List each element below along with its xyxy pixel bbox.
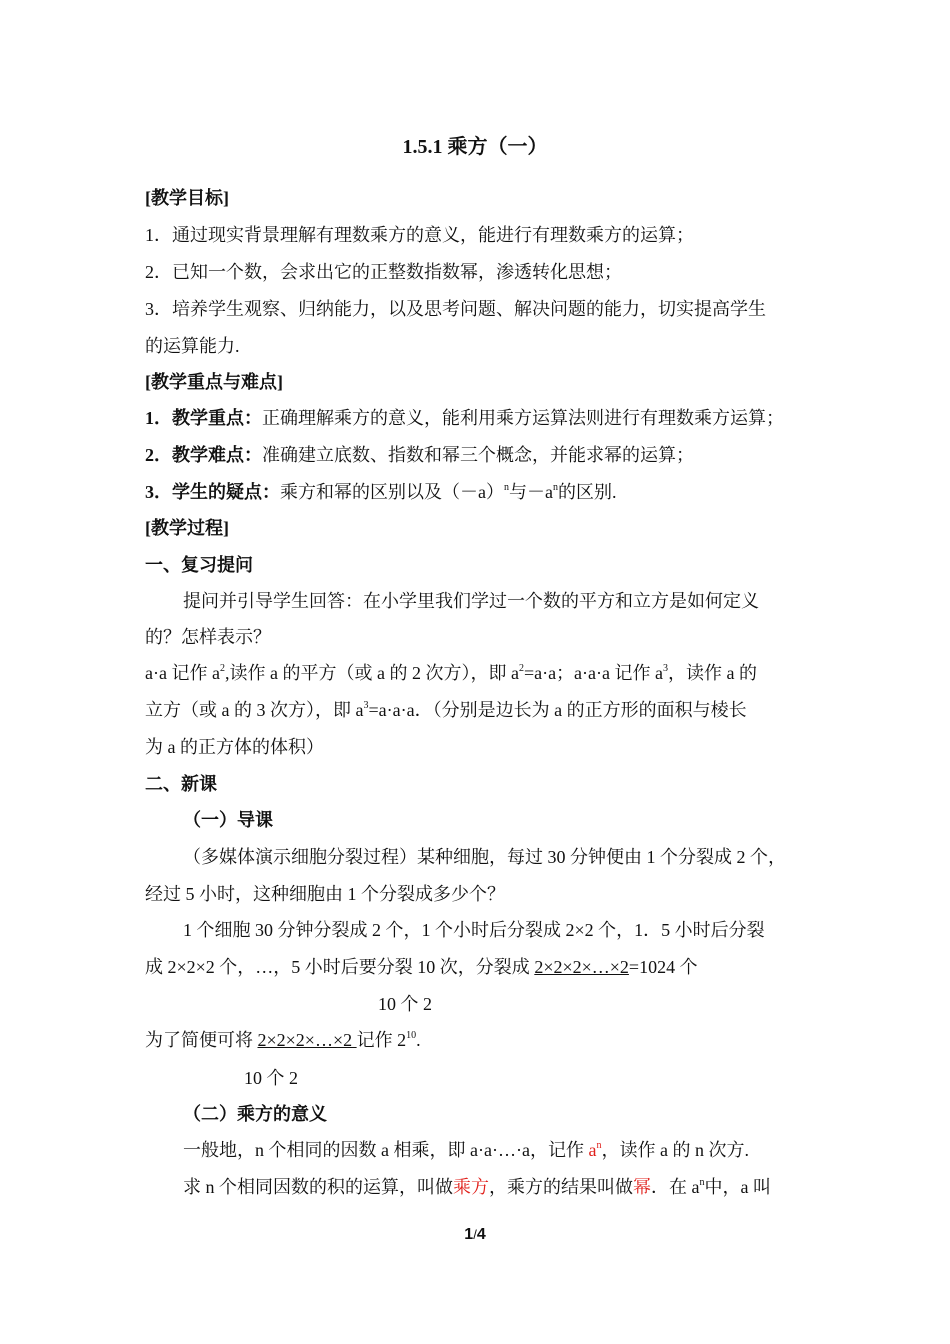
key-points-heading: [教学重点与难点]	[145, 372, 283, 392]
subsection-intro-heading: （一）导课	[183, 810, 273, 830]
def2-text-a: 求 n 个相同因数的积的运算，叫做	[183, 1177, 453, 1197]
brace-label-2: 10 个 2	[244, 1068, 298, 1088]
def1-text-b: ，读作 a 的 n 次方.	[601, 1140, 749, 1160]
doubt-sup-2: n	[553, 482, 558, 493]
doubt-text-2: 与－a	[509, 482, 553, 502]
difficulty-label: 2．教学难点：	[145, 445, 262, 465]
key-point-difficulty	[145, 443, 694, 467]
def2-sup: n	[699, 1177, 705, 1188]
doubt-text-3: 的区别.	[558, 482, 617, 502]
calc-para-2	[145, 955, 698, 979]
brace-label-1: 10 个 2	[378, 994, 432, 1014]
simp-text-a: 为了简便可将	[145, 1030, 258, 1050]
review-para-5: 为 a 的正方体的体积）	[145, 737, 324, 757]
r3-text-d: ，读作 a 的	[668, 663, 758, 683]
r3-sup-1: 2	[219, 663, 225, 674]
doubt-label: 3．学生的疑点：	[145, 482, 280, 502]
definition-para-2	[183, 1175, 771, 1199]
calc-text-b: =1024 个	[628, 957, 698, 977]
review-para-1: 提问并引导学生回答：在小学里我们学过一个数的平方和立方是如何定义	[183, 591, 759, 611]
intro-para-1: （多媒体演示细胞分裂过程）某种细胞，每过 30 分钟便由 1 个分裂成 2 个，	[183, 847, 786, 867]
def2-term-power-operation: 乘方	[453, 1177, 489, 1197]
simp-text-c: .	[416, 1030, 421, 1050]
calc-para-1: 1 个细胞 30 分钟分裂成 2 个，1 个小时后分裂成 2×2 个，1．5 小时后分裂	[183, 920, 765, 940]
calc-underlined-product: 2×2×2×…×2	[534, 957, 629, 977]
r4-sup: 3	[363, 700, 369, 711]
focus-text: 正确理解乘方的意义，能利用乘方运算法则进行有理数乘方运算；	[262, 408, 784, 428]
process-heading: [教学过程]	[145, 518, 229, 538]
intro-para-2: 经过 5 小时，这种细胞由 1 个分裂成多少个？	[145, 884, 505, 904]
subsection-meaning-heading: （二）乘方的意义	[183, 1104, 327, 1124]
objective-item-3b: 的运算能力.	[145, 336, 240, 356]
simplify-para	[145, 1028, 421, 1052]
objective-item-2: 2．已知一个数，会求出它的正整数指数幂，渗透转化思想；	[145, 262, 622, 282]
focus-label: 1．教学重点：	[145, 408, 262, 428]
page-title: 1.5.1 乘方（一）	[402, 136, 548, 158]
def2-text-d: 中，a 叫	[704, 1177, 771, 1197]
key-point-focus	[145, 406, 784, 430]
def2-term-power: 幂	[633, 1177, 651, 1197]
r3-text-a: a·a 记作 a	[145, 663, 220, 683]
review-para-3	[145, 661, 757, 685]
objective-item-1: 1．通过现实背景理解有理数乘方的意义，能进行有理数乘方的运算；	[145, 225, 694, 245]
review-para-2: 的？怎样表示？	[145, 627, 271, 647]
page-total: 4	[476, 1226, 486, 1243]
simp-text-b: 记作 2	[356, 1030, 407, 1050]
page-footer	[0, 1226, 950, 1244]
def2-text-c: ．在 a	[651, 1177, 700, 1197]
key-point-doubt	[145, 480, 617, 504]
objective-item-3a: 3．培养学生观察、归纳能力，以及思考问题、解决问题的能力，切实提高学生	[145, 299, 766, 319]
page-number: 1	[464, 1226, 474, 1243]
section-new-lesson-heading: 二、新课	[145, 774, 217, 794]
simp-underlined-product: 2×2×2×…×2	[257, 1030, 357, 1050]
r3-text-b: ,读作 a 的平方（或 a 的 2 次方），即 a	[224, 663, 519, 683]
def2-text-b: ，乘方的结果叫做	[489, 1177, 633, 1197]
def1-red-a: a	[588, 1140, 597, 1160]
doubt-text-1: 乘方和幂的区别以及（－a）	[280, 482, 504, 502]
calc-text-a: 成 2×2×2 个，…，5 小时后要分裂 10 次，分裂成	[145, 957, 535, 977]
r3-sup-2: 2	[518, 663, 524, 674]
page-separator: /	[473, 1227, 477, 1242]
doubt-sup-1: n	[504, 482, 509, 493]
def1-red-sup: n	[596, 1140, 602, 1151]
simp-sup: 10	[406, 1030, 417, 1041]
r4-text-a: 立方（或 a 的 3 次方），即 a	[145, 700, 364, 720]
objectives-heading: [教学目标]	[145, 188, 229, 208]
review-para-4	[145, 698, 747, 722]
difficulty-text: 准确建立底数、指数和幂三个概念，并能求幂的运算；	[262, 445, 694, 465]
section-review-heading: 一、复习提问	[145, 555, 253, 575]
r3-text-c: =a·a；a·a·a 记作 a	[523, 663, 664, 683]
r3-sup-3: 3	[663, 663, 669, 674]
r4-text-b: =a·a·a．（分别是边长为 a 的正方形的面积与棱长	[368, 700, 747, 720]
definition-para-1	[183, 1138, 749, 1162]
def1-text-a: 一般地，n 个相同的因数 a 相乘，即 a·a·…·a，记作	[183, 1140, 589, 1160]
